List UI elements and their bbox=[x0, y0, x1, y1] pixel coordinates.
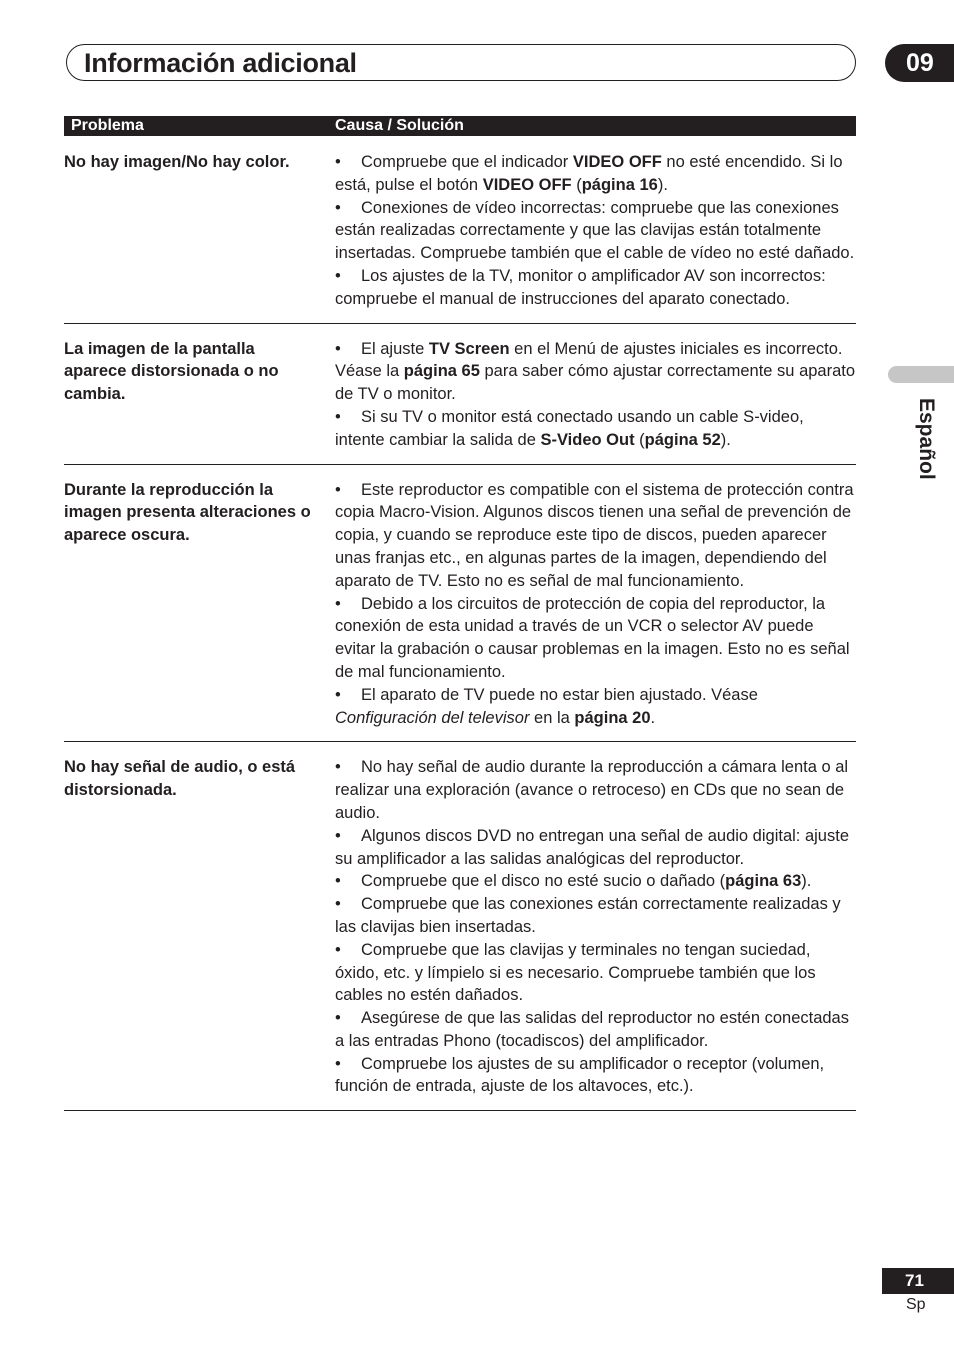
text-run: Los ajustes de la TV, monitor o amplificador AV son incorrectos: compruebe el manual de instrucciones del aparato conectado. bbox=[335, 266, 826, 308]
text-run: en la bbox=[529, 708, 575, 727]
bullet-icon: • bbox=[335, 685, 341, 704]
text-run: ( bbox=[634, 430, 645, 449]
italic-text: Configuración del televisor bbox=[335, 708, 530, 727]
bold-text: página 16 bbox=[581, 175, 658, 194]
text-run: en el Menú de ajustes iniciales es incorrecto. Véase la bbox=[335, 339, 843, 381]
bullet-icon: • bbox=[335, 758, 341, 777]
text-run: Algunos discos DVD no entregan una señal de audio digital: ajuste su amplificador a las salidas analógicas del reproductor. bbox=[335, 826, 849, 868]
language-label: Español bbox=[915, 398, 938, 480]
bullet-icon: • bbox=[335, 407, 341, 426]
text-run: El aparato de TV puede no estar bien ajustado. Véase bbox=[361, 685, 758, 704]
bullet-icon: • bbox=[335, 872, 341, 891]
text-run: El ajuste bbox=[361, 339, 429, 358]
text-run: Compruebe que el disco no esté sucio o dañado ( bbox=[361, 872, 726, 891]
text-run: Compruebe que las conexiones están correctamente realizadas y las clavijas bien insertadas. bbox=[335, 895, 841, 936]
page-title: Información adicional bbox=[84, 48, 357, 78]
table-row bbox=[64, 136, 856, 324]
bullet-icon: • bbox=[335, 826, 341, 845]
text-run: Conexiones de vídeo incorrectas: compruebe que las conexiones están realizadas correctamente y que las clavijas están totalmente insertadas. Compruebe también que el cable de vídeo no esté dañado. bbox=[335, 198, 855, 263]
table-header bbox=[64, 116, 856, 136]
table-row bbox=[64, 742, 856, 1111]
bullet-icon: • bbox=[335, 198, 341, 217]
bullet-icon: • bbox=[335, 1054, 341, 1073]
solution-item bbox=[335, 893, 856, 939]
bold-text: TV Screen bbox=[428, 339, 510, 358]
text-run: ). bbox=[657, 175, 668, 194]
text-run: . bbox=[650, 708, 656, 727]
table-row bbox=[64, 465, 856, 743]
problem-cell: La imagen de la pantalla aparece distorsionada o no cambia. bbox=[64, 339, 279, 404]
bullet-icon: • bbox=[335, 1009, 341, 1028]
text-run: No hay señal de audio durante la reproducción a cámara lenta o al realizar una exploración (avance o retroceso) en CDs que no sean de audio. bbox=[335, 758, 849, 822]
solution-item bbox=[335, 593, 856, 684]
solution-item bbox=[335, 406, 856, 452]
text-run: Compruebe que las clavijas y terminales no tengan suciedad, óxido, etc. y límpielo si es necesario. Compruebe también que los cables no estén dañados. bbox=[335, 940, 816, 1005]
text-run: Asegúrese de que las salidas del reproductor no estén conectadas a las entradas Phono (tocadiscos) del amplificador. bbox=[335, 1009, 849, 1050]
page-language-code: Sp bbox=[906, 1296, 926, 1313]
solution-item bbox=[335, 756, 856, 824]
chapter-badge: 09 bbox=[885, 44, 954, 82]
solution-item bbox=[335, 939, 856, 1007]
solution-cell bbox=[335, 756, 856, 1098]
troubleshooting-table bbox=[64, 116, 856, 1111]
solution-item bbox=[335, 197, 856, 265]
text-run: Debido a los circuitos de protección de copia del reproductor, la conexión de esta unidad a través de un VCR o selector AV puede evitar la grabación o causar problemas en la imagen. Esto no es señal de mal funcionamiento. bbox=[335, 594, 850, 681]
solution-cell bbox=[335, 338, 856, 452]
text-run: Compruebe los ajustes de su amplificador o receptor (volumen, función de entrada, ajuste de los altavoces, etc.). bbox=[335, 1054, 825, 1096]
language-tab-bar bbox=[888, 366, 954, 383]
table-row bbox=[64, 324, 856, 465]
solution-item bbox=[335, 338, 856, 406]
column-header-problem: Problema bbox=[71, 117, 144, 134]
text-run: Este reproductor es compatible con el sistema de protección contra copia Macro-Vision. Algunos discos tienen una señal de prevención de copia, y cuando se reproduce este tipo de discos, pueden aparecer unas franjas etc., en algunas partes de la imagen, dependiendo del aparato de TV. Esto no es señal de mal funcionamiento. bbox=[335, 480, 854, 590]
bold-text: S-Video Out bbox=[540, 430, 635, 449]
solution-item bbox=[335, 479, 856, 593]
bold-text: página 63 bbox=[725, 872, 802, 891]
bullet-icon: • bbox=[335, 594, 341, 613]
text-run: ). bbox=[720, 430, 731, 449]
solution-item bbox=[335, 265, 856, 311]
bullet-icon: • bbox=[335, 480, 341, 499]
column-header-solution: Causa / Solución bbox=[335, 117, 464, 134]
table-body bbox=[64, 136, 856, 1111]
text-run: no esté encendido. Si lo está, pulse el botón bbox=[335, 153, 843, 194]
text-run: ). bbox=[801, 872, 812, 891]
bullet-icon: • bbox=[335, 339, 341, 358]
bullet-icon: • bbox=[335, 895, 341, 914]
solution-item bbox=[335, 1053, 856, 1099]
text-run: Compruebe que el indicador bbox=[361, 153, 573, 171]
text-run: ( bbox=[571, 175, 582, 194]
bullet-icon: • bbox=[335, 153, 341, 171]
bold-text: página 20 bbox=[574, 708, 651, 727]
text-run: para saber cómo ajustar correctamente su aparato de TV o monitor. bbox=[335, 362, 856, 404]
bullet-icon: • bbox=[335, 266, 341, 285]
bold-text: página 65 bbox=[403, 362, 480, 381]
problem-cell: No hay señal de audio, o está distorsionada. bbox=[64, 758, 296, 800]
solution-item bbox=[335, 870, 856, 893]
solution-item bbox=[335, 151, 856, 197]
bold-text: página 52 bbox=[644, 430, 721, 449]
page-number: 71 bbox=[882, 1268, 954, 1294]
bullet-icon: • bbox=[335, 940, 341, 959]
solution-item bbox=[335, 684, 856, 730]
solution-cell bbox=[335, 151, 856, 311]
solution-cell bbox=[335, 479, 856, 730]
problem-cell: Durante la reproducción la imagen presenta alteraciones o aparece oscura. bbox=[64, 480, 311, 545]
problem-cell: No hay imagen/No hay color. bbox=[64, 153, 290, 171]
bold-text: VIDEO OFF bbox=[572, 153, 662, 171]
solution-item bbox=[335, 825, 856, 871]
bold-text: VIDEO OFF bbox=[482, 175, 572, 194]
text-run: Si su TV o monitor está conectado usando un cable S-video, intente cambiar la salida de bbox=[335, 407, 804, 449]
solution-item bbox=[335, 1007, 856, 1053]
